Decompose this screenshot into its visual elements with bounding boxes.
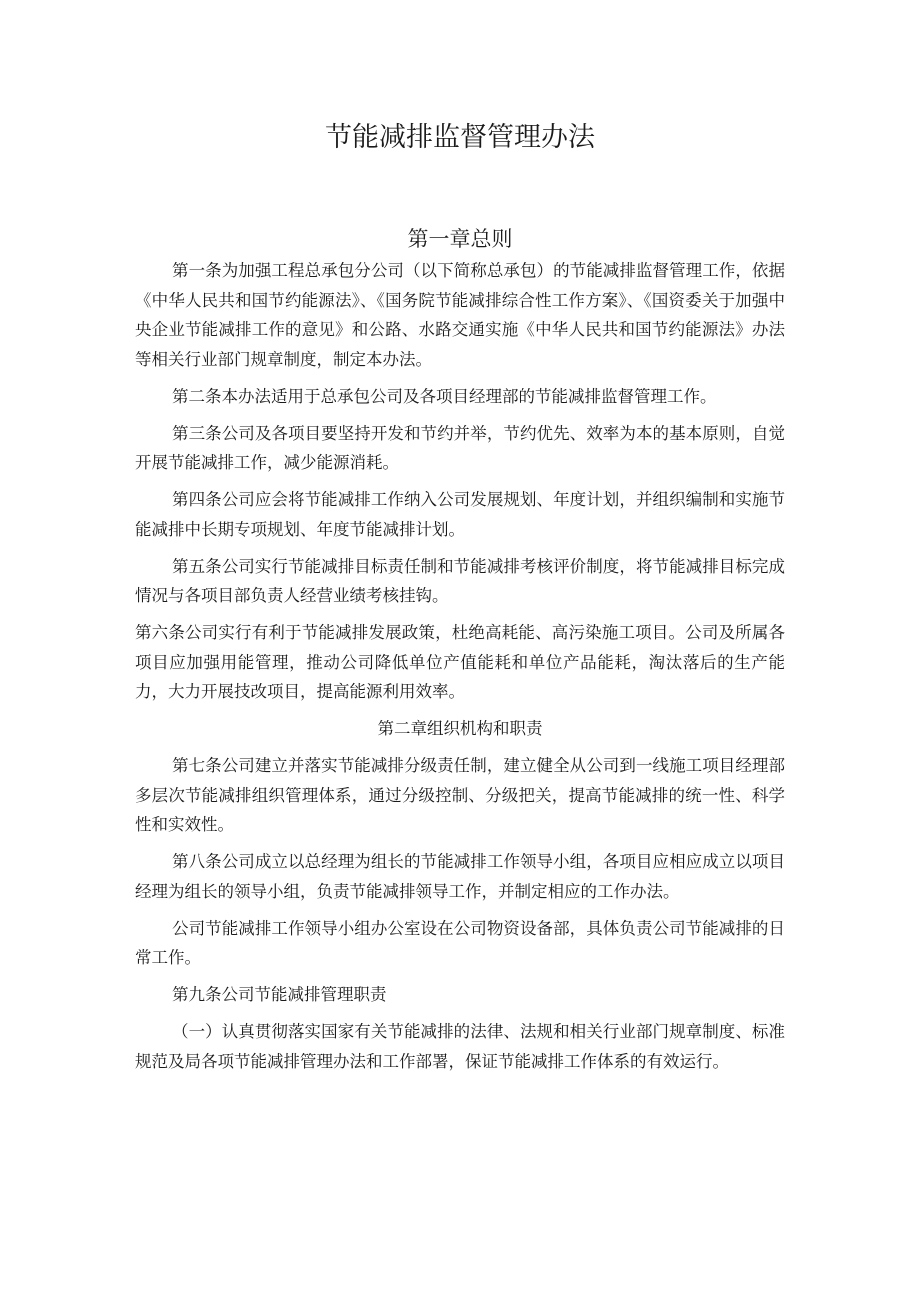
chapter-heading: 第一章总则: [407, 227, 513, 251]
document-body: [135, 256, 785, 1084]
paragraph-office: 公司节能减排工作领导小组办公室设在公司物资设备部，具体负责公司节能减排的日常工作。: [135, 918, 785, 967]
article-6: 第六条公司实行有利于节能减排发展政策，杜绝高耗能、高污染施工项目。公司及所属各项目应加强用能管理，推动公司降低单位产值能耗和单位产品能耗，淘汰落后的生产能力，大力开展技改项目，提高能源利用效率。: [135, 623, 785, 701]
article-3: 第三条公司及各项目要坚持开发和节约并举，节约优先、效率为本的基本原则，自觉开展节能减排工作，减少能源消耗。: [135, 423, 785, 472]
document-title: 节能减排监督管理办法: [325, 122, 595, 153]
article-9: 第九条公司节能减排管理职责: [172, 985, 387, 1004]
duty-item-1: （一）认真贯彻落实国家有关节能减排的法律、法规和相关行业部门规章制度、标准规范及局各项节能减排管理办法和工作部署，保证节能减排工作体系的有效运行。: [135, 1022, 785, 1071]
article-8: 第八条公司成立以总经理为组长的节能减排工作领导小组，各项目应相应成立以项目经理为组长的领导小组，负责节能减排领导工作，并制定相应的工作办法。: [135, 852, 785, 901]
chapter-heading: 第二章组织机构和职责: [377, 719, 543, 738]
article-4: 第四条公司应会将节能减排工作纳入公司发展规划、年度计划，并组织编制和实施节能减排中长期专项规划、年度节能减排计划。: [135, 490, 785, 539]
article-5: 第五条公司实行节能减排目标责任制和节能减排考核评价制度，将节能减排目标完成情况与各项目部负责人经营业绩考核挂钩。: [135, 556, 785, 605]
article-2: 第二条本办法适用于总承包公司及各项目经理部的节能减排监督管理工作。: [172, 386, 717, 406]
article-7: 第七条公司建立并落实节能减排分级责任制，建立健全从公司到一线施工项目经理部多层次节能减排组织管理体系，通过分级控制、分级把关，提高节能减排的统一性、科学性和实效性。: [135, 756, 785, 834]
article-1: 第一条为加强工程总承包分公司（以下简称总承包）的节能减排监督管理工作，依据《中华人民共和国节约能源法》、《国务院节能减排综合性工作方案》、《国资委关于加强中央企业节能减排工作的意见》和公路、水路交通实施《中华人民共和国节约能源法》办法等相关行业部门规章制度，制定本办法。: [135, 261, 785, 369]
